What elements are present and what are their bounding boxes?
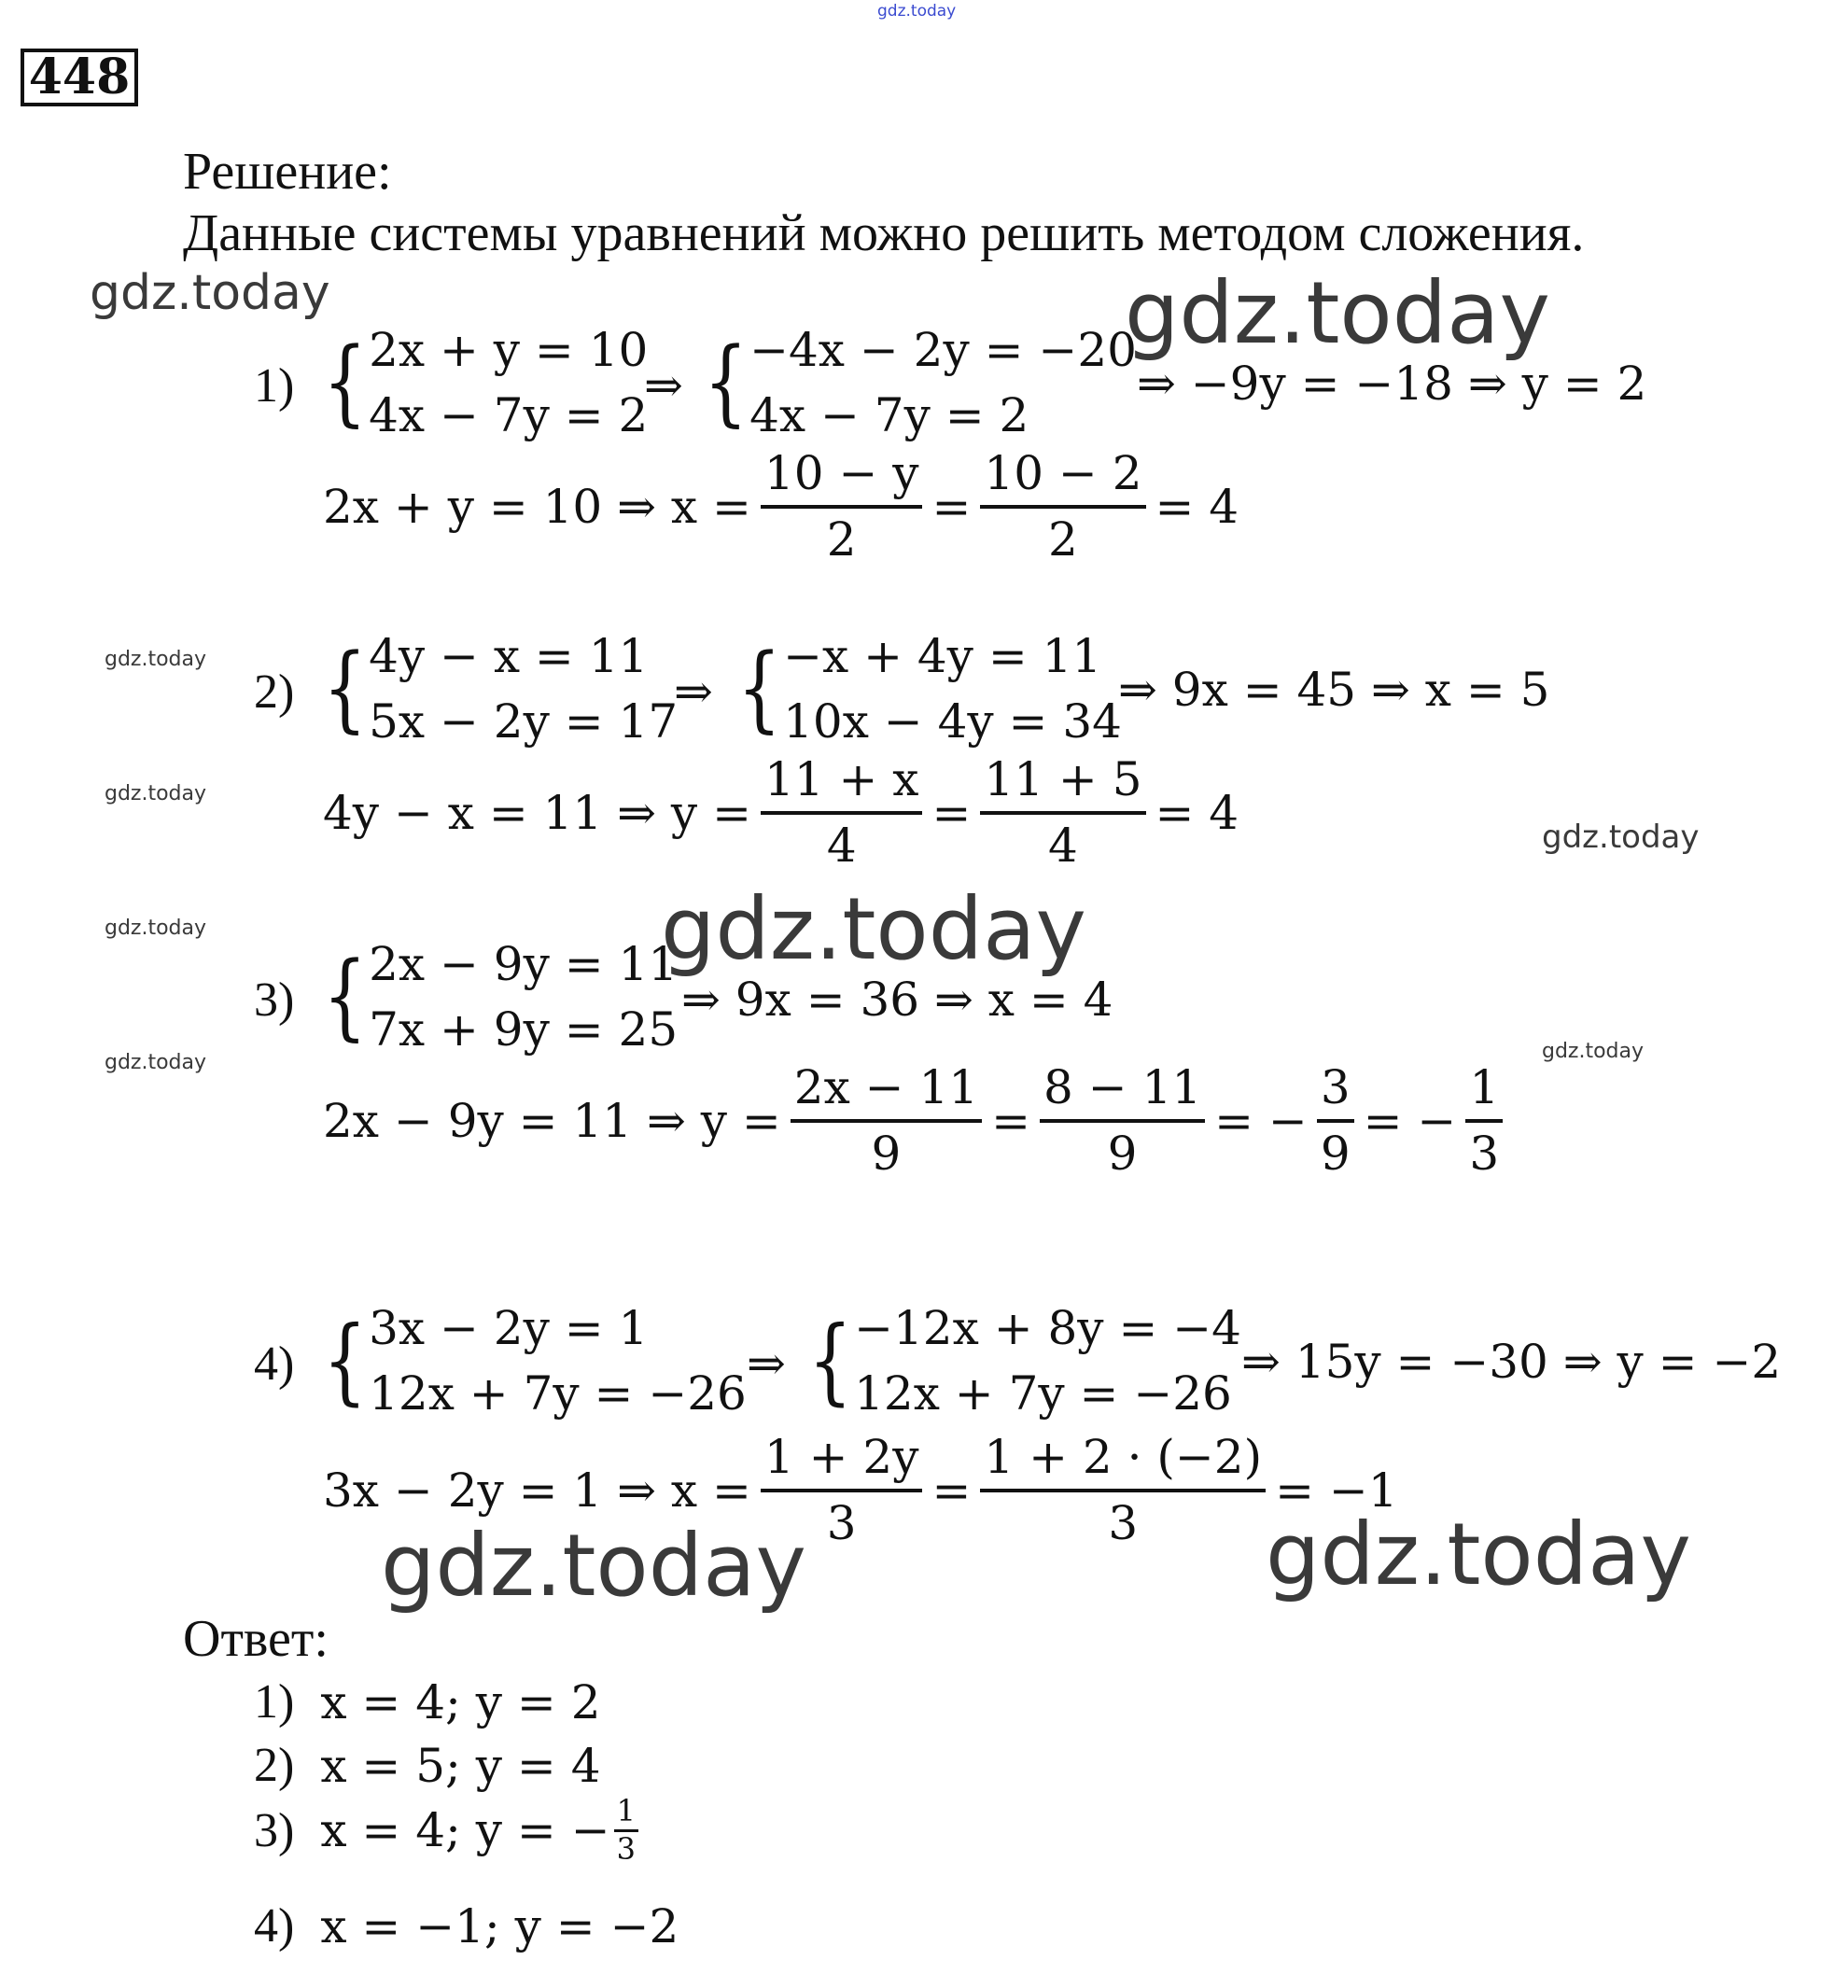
watermark: gdz.today [661, 879, 1086, 979]
answer-text: x = 5; y = 4 [320, 1738, 601, 1793]
brace-icon: { [737, 634, 782, 744]
equation: 10x − 4y = 34 [783, 694, 1122, 749]
numerator: 1 + 2y [761, 1432, 923, 1492]
equation: 3x − 2y = 1 [369, 1301, 649, 1355]
system-result: ⇒ 15y = −30 ⇒ y = −2 [1241, 1335, 1782, 1389]
numerator: 11 + 5 [980, 754, 1145, 815]
watermark: gdz.today [1542, 1040, 1645, 1063]
numerator: 1 [614, 1796, 638, 1832]
watermark-top: gdz.today [877, 2, 957, 21]
substitution-lhs: 4y − x = 11 ⇒ y = [323, 786, 751, 840]
answer-text: x = 4; y = − [320, 1803, 610, 1858]
watermark: gdz.today [105, 648, 207, 671]
problem-label: 4) [254, 1337, 295, 1391]
denominator: 3 [1108, 1496, 1139, 1550]
answer-label: 1) [254, 1675, 295, 1729]
brace-icon: { [704, 328, 749, 438]
numerator: 10 − y [761, 448, 923, 509]
equation: 4x − 7y = 2 [749, 388, 1029, 442]
equation: −4x − 2y = −20 [749, 323, 1137, 377]
equals: = [991, 1094, 1031, 1148]
system-transformed [737, 623, 1122, 754]
denominator: 9 [1107, 1127, 1138, 1181]
answer-text: x = 4; y = 2 [320, 1674, 601, 1729]
equals: = [931, 786, 972, 840]
substitution-lhs: 2x + y = 10 ⇒ x = [323, 480, 751, 534]
numerator: 8 − 11 [1040, 1062, 1205, 1123]
substitution-line [323, 754, 1239, 872]
substitution-line [323, 448, 1239, 566]
denominator: 3 [826, 1496, 857, 1550]
result: = 4 [1155, 480, 1239, 534]
equation: 2x + y = 10 [369, 323, 649, 377]
answer-item [254, 1898, 679, 1953]
denominator: 2 [826, 512, 857, 567]
implies-arrow: ⇒ [644, 358, 683, 413]
system-original [323, 931, 678, 1062]
system-original [323, 1295, 747, 1426]
brace-icon: { [323, 634, 368, 744]
answer-label: 3) [254, 1803, 295, 1857]
denominator: 3 [616, 1830, 636, 1867]
implies-arrow: ⇒ [674, 665, 713, 719]
denominator: 2 [1048, 512, 1078, 567]
system-result: ⇒ 9x = 45 ⇒ x = 5 [1118, 663, 1550, 717]
watermark: gdz.today [90, 265, 330, 321]
answer-fraction [614, 1793, 638, 1867]
problem-label: 3) [254, 973, 295, 1027]
fraction [761, 448, 923, 566]
solution-heading: Решение: [183, 143, 392, 201]
answer-label: 2) [254, 1739, 295, 1792]
system-result: ⇒ −9y = −18 ⇒ y = 2 [1137, 357, 1647, 411]
watermark: gdz.today [105, 917, 207, 940]
system-original [323, 317, 648, 448]
watermark: gdz.today [1542, 819, 1700, 856]
numerator: 11 + x [761, 754, 923, 815]
substitution-lhs: 2x − 9y = 11 ⇒ y = [323, 1094, 781, 1148]
fraction [980, 448, 1145, 566]
fraction [761, 1432, 923, 1549]
fraction [1465, 1062, 1503, 1180]
equation: 5x − 2y = 17 [369, 694, 679, 749]
brace-icon: { [323, 1306, 368, 1416]
numerator: 2x − 11 [791, 1062, 982, 1123]
equals-minus: = − [1363, 1094, 1457, 1148]
fraction [980, 1432, 1266, 1549]
numerator: 1 + 2 · (−2) [980, 1432, 1266, 1492]
equation: 12x + 7y = −26 [369, 1366, 747, 1421]
watermark: gdz.today [105, 782, 207, 805]
numerator: 1 [1465, 1062, 1503, 1123]
equation: 4x − 7y = 2 [369, 388, 649, 442]
brace-icon: { [323, 942, 368, 1052]
denominator: 4 [1048, 819, 1078, 873]
watermark: gdz.today [1266, 1505, 1691, 1604]
watermark: gdz.today [1125, 263, 1550, 363]
numerator: 10 − 2 [980, 448, 1145, 509]
system-transformed [704, 317, 1137, 448]
watermark: gdz.today [105, 1051, 207, 1074]
system-result: ⇒ 9x = 36 ⇒ x = 4 [681, 973, 1113, 1027]
equals-minus: = − [1214, 1094, 1308, 1148]
system-original [323, 623, 678, 754]
fraction [1317, 1062, 1354, 1180]
denominator: 4 [826, 819, 857, 873]
answer-text: x = −1; y = −2 [320, 1898, 679, 1953]
solution-intro: Данные системы уравнений можно решить методом сложения. [183, 204, 1585, 262]
equals: = [931, 1463, 972, 1518]
brace-icon: { [808, 1306, 853, 1416]
result: = −1 [1275, 1463, 1398, 1518]
problem-number: 448 [21, 49, 138, 106]
equation: 7x + 9y = 25 [369, 1002, 679, 1057]
watermark: gdz.today [381, 1516, 806, 1616]
equation: 4y − x = 11 [369, 629, 649, 683]
substitution-lhs: 3x − 2y = 1 ⇒ x = [323, 1463, 751, 1518]
equation: 12x + 7y = −26 [854, 1366, 1232, 1421]
problem-label: 2) [254, 665, 295, 719]
equals: = [931, 480, 972, 534]
fraction [1040, 1062, 1205, 1180]
problem-label: 1) [254, 359, 295, 413]
brace-icon: { [323, 328, 368, 438]
numerator: 3 [1317, 1062, 1354, 1123]
substitution-line [323, 1062, 1512, 1180]
result: = 4 [1155, 786, 1239, 840]
substitution-line [323, 1432, 1398, 1549]
denominator: 9 [1320, 1127, 1351, 1181]
equation: 2x − 9y = 11 [369, 937, 679, 991]
answer-item [254, 1793, 638, 1867]
answer-item [254, 1674, 601, 1729]
fraction [980, 754, 1145, 872]
denominator: 3 [1469, 1127, 1500, 1181]
fraction [761, 754, 923, 872]
equation: −x + 4y = 11 [783, 629, 1102, 683]
implies-arrow: ⇒ [747, 1337, 786, 1391]
system-transformed [808, 1295, 1241, 1426]
equation: −12x + 8y = −4 [854, 1301, 1241, 1355]
fraction [791, 1062, 982, 1180]
answer-label: 4) [254, 1899, 295, 1953]
answer-heading: Ответ: [183, 1610, 329, 1668]
denominator: 9 [871, 1127, 902, 1181]
answer-item [254, 1738, 601, 1793]
